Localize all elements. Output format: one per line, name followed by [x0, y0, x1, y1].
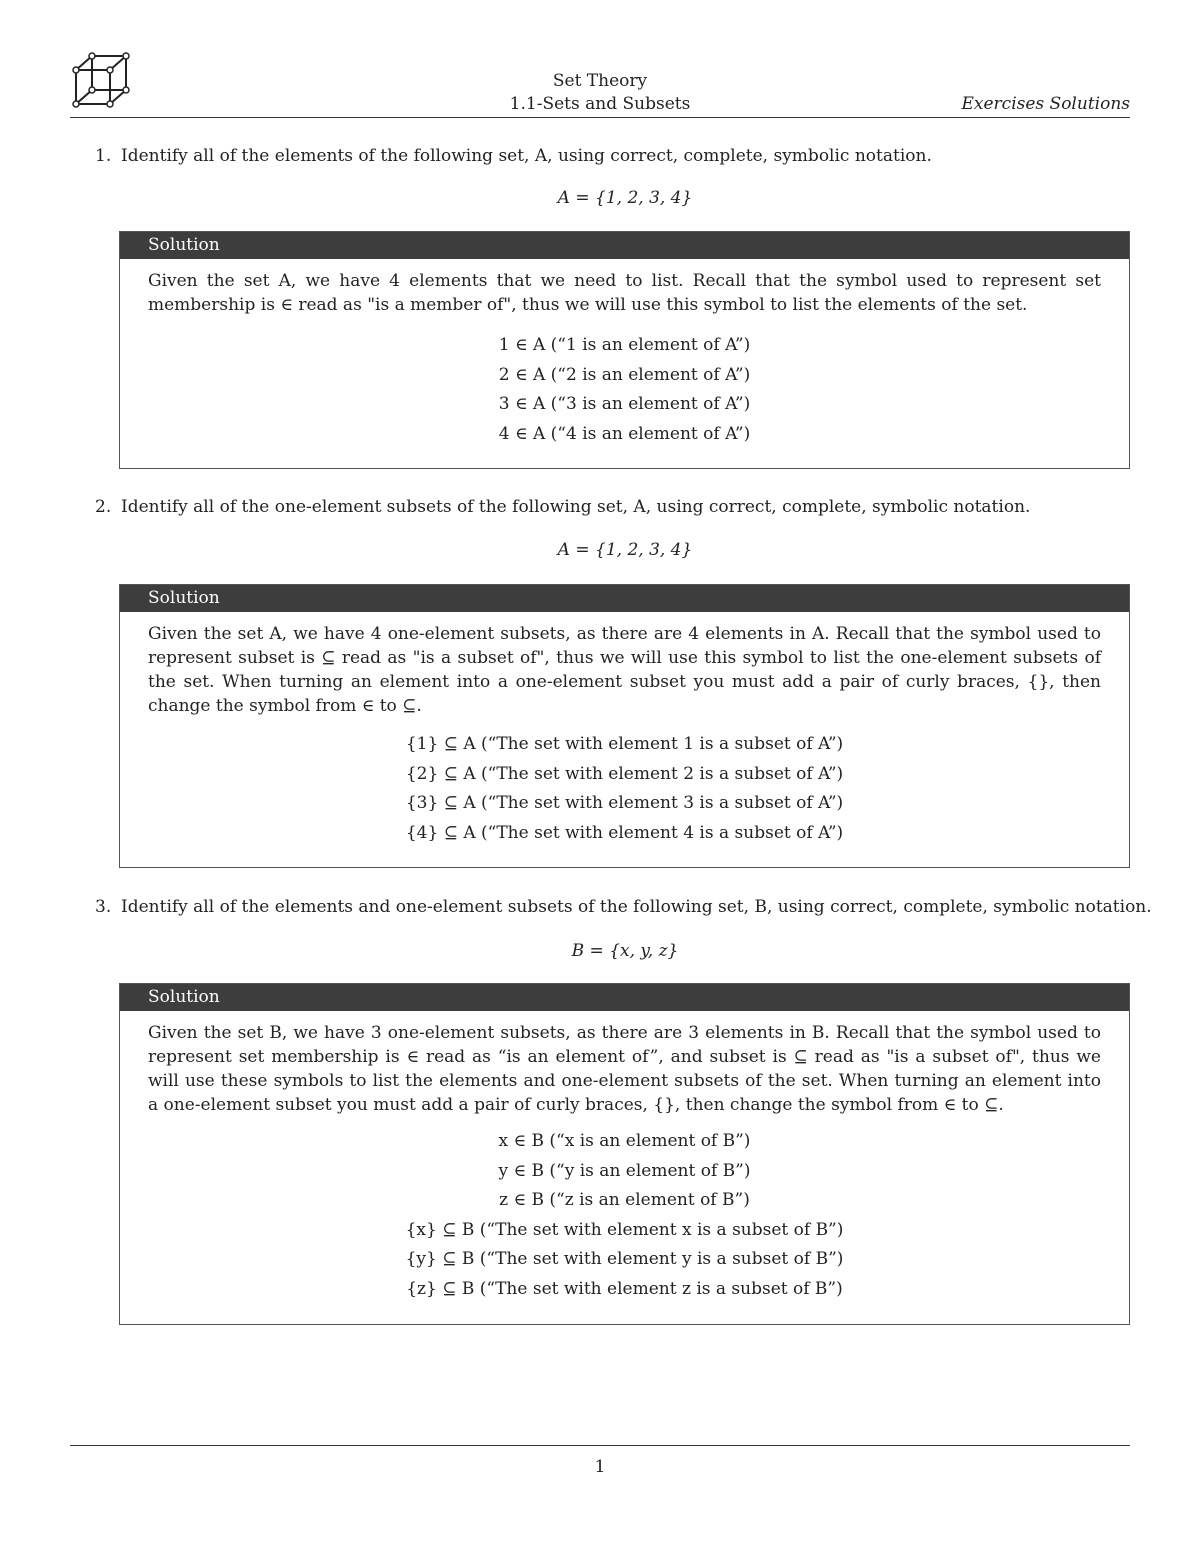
solution-line: {4} ⊆ A (“The set with element 4 is a subset of A”): [405, 822, 844, 843]
solution-line: {y} ⊆ B (“The set with element y is a subset of B”): [405, 1249, 844, 1269]
question-formula: A = {1, 2, 3, 4}: [557, 188, 693, 208]
solution-line: 4 ∈ A (“4 is an element of A”): [498, 423, 751, 444]
solution-box: [119, 584, 1130, 868]
header-divider: [70, 117, 1130, 118]
solution-header: Solution: [120, 585, 1129, 612]
solution-header: Solution: [120, 232, 1129, 259]
solution-line: {2} ⊆ A (“The set with element 2 is a subset of A”): [405, 763, 844, 784]
question-text: Identify all of the elements and one-element subsets of the following set, B, using correct, complete, symbolic notation.: [121, 897, 1152, 917]
question-text: Identify all of the one-element subsets of the following set, A, using correct, complete, symbolic notation.: [121, 497, 1031, 517]
solution-text: Given the set A, we have 4 elements that we need to list. Recall that the symbol used to represent set membership is ∈ read as "is a member of", thus we will use this symbol to list the elements of the set.: [148, 271, 1101, 315]
solution-line: y ∈ B (“y is an element of B”): [498, 1160, 751, 1181]
question-text: Identify all of the elements of the following set, A, using correct, complete, symbolic notation.: [121, 146, 932, 166]
header-right-label: Exercises Solutions: [961, 94, 1130, 114]
solution-line: {3} ⊆ A (“The set with element 3 is a subset of A”): [405, 793, 844, 813]
solution-line: 3 ∈ A (“3 is an element of A”): [498, 394, 751, 414]
question-formula: B = {x, y, z}: [571, 941, 679, 961]
solution-box: [119, 231, 1130, 469]
solution-line: z ∈ B (“z is an element of B”): [499, 1190, 750, 1210]
solution-line: 1 ∈ A (“1 is an element of A”): [498, 335, 751, 355]
solution-line: {z} ⊆ B (“The set with element z is a subset of B”): [406, 1278, 843, 1299]
question-number: 2.: [95, 497, 112, 517]
solution-line: {x} ⊆ B (“The set with element x is a subset of B”): [405, 1219, 844, 1240]
solution-line: {1} ⊆ A (“The set with element 1 is a subset of A”): [405, 734, 844, 754]
solution-line: 2 ∈ A (“2 is an element of A”): [498, 364, 751, 385]
cube-logo-icon: [72, 52, 130, 110]
solution-header: Solution: [120, 984, 1129, 1011]
solution-line: x ∈ B (“x is an element of B”): [498, 1131, 751, 1151]
question-formula: A = {1, 2, 3, 4}: [557, 540, 693, 560]
solution-text: Given the set A, we have 4 one-element subsets, as there are 4 elements in A. Recall that the symbol used to represent subset is ⊆ read as "is a subset of", thus we will use this symbol to list the one-element subsets of the set. When turning an element into a one-element subset you must add a pair of curly braces, {}, then change the symbol from ∈ to ⊆.: [148, 624, 1101, 716]
header-subtitle: 1.1-Sets and Subsets: [509, 94, 691, 114]
header-title: Set Theory: [552, 71, 648, 91]
solution-box: [119, 983, 1130, 1325]
question-number: 3.: [95, 897, 112, 917]
page-number: 1: [594, 1457, 606, 1477]
question-number: 1.: [95, 146, 112, 166]
solution-text: Given the set B, we have 3 one-element subsets, as there are 3 elements in B. Recall that the symbol used to represent set membership is ∈ read as “is an element of”, and subset is ⊆ read as "is a subset of", thus we will use these symbols to list the elements and one-element subsets of the set. When turning an element into a one-element subset you must add a pair of curly braces, {}, then change the symbol from ∈ to ⊆.: [148, 1023, 1101, 1115]
footer-divider: [70, 1445, 1130, 1446]
